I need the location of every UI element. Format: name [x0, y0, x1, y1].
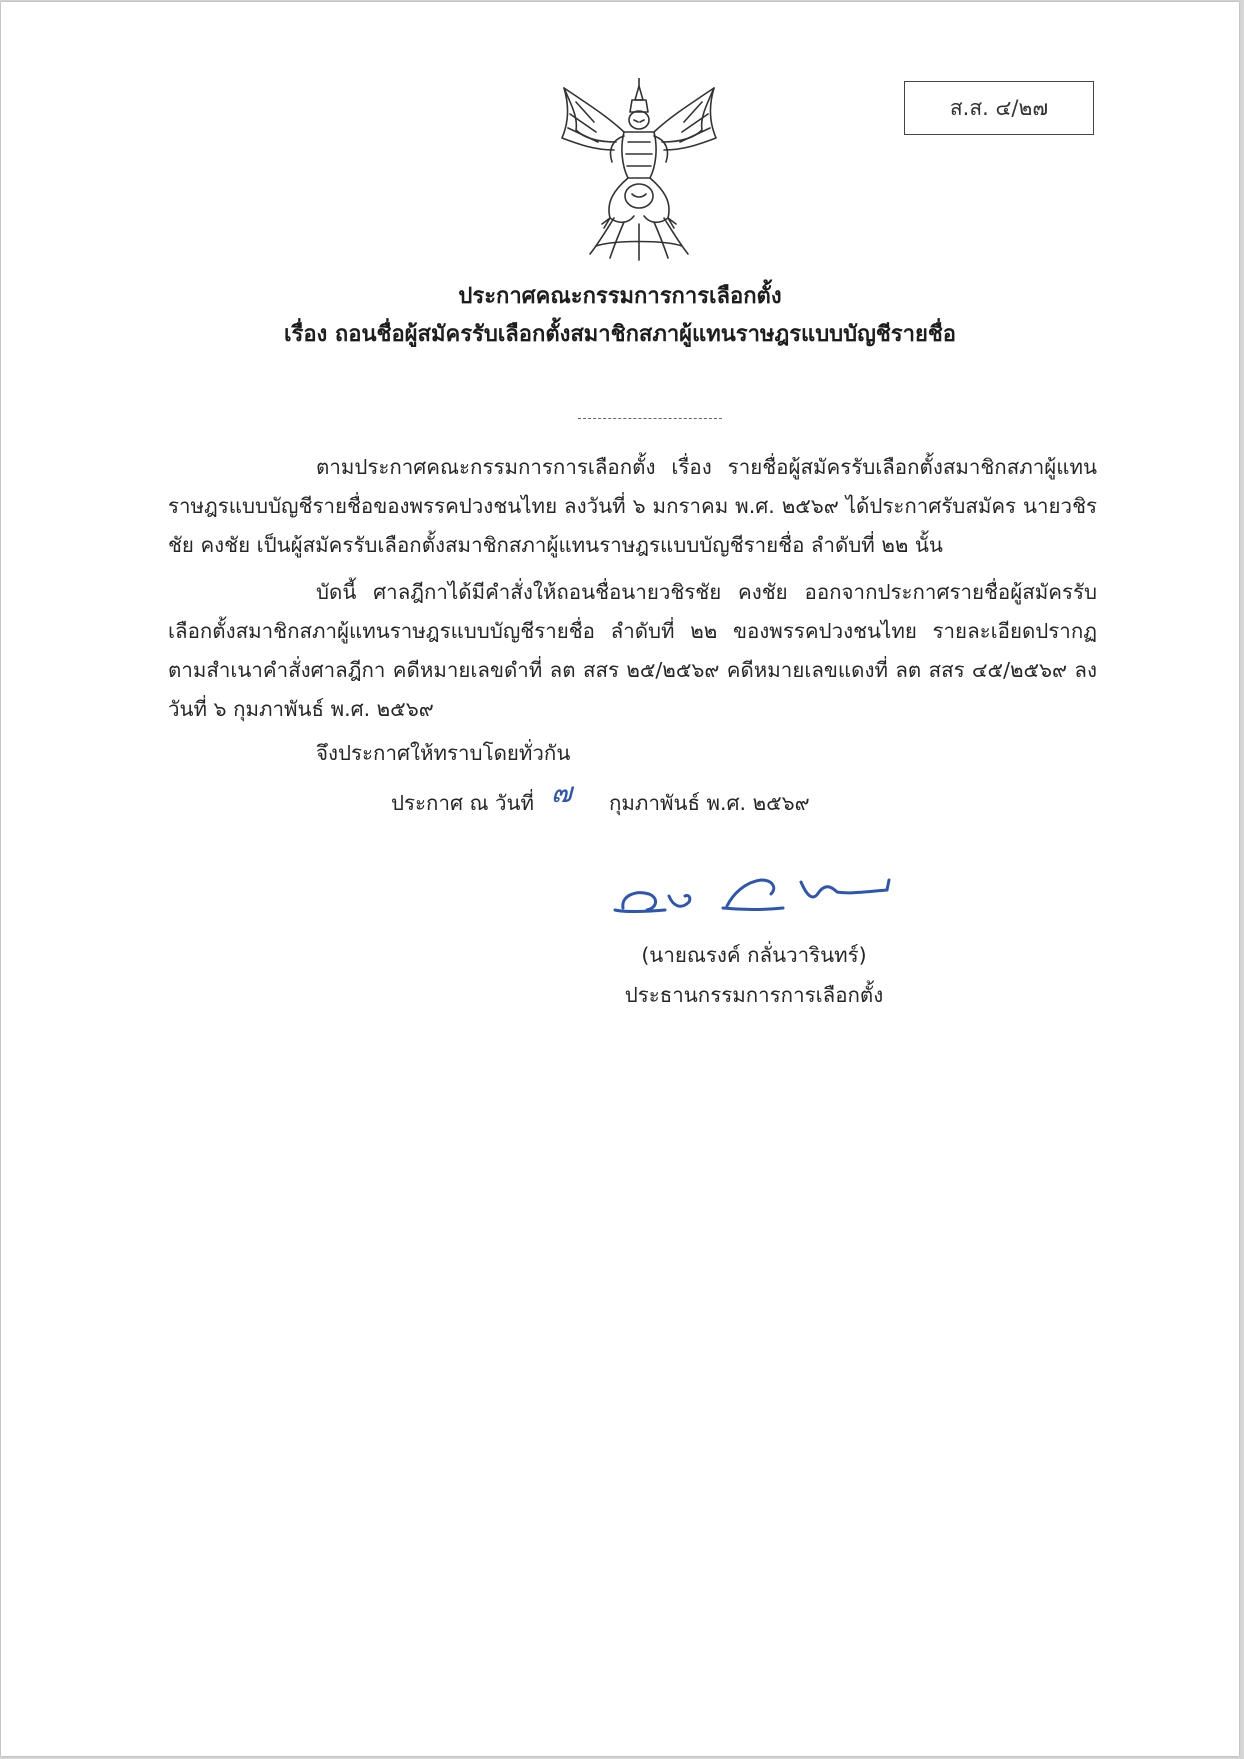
closing-statement: จึงประกาศให้ทราบโดยทั่วกัน — [316, 741, 571, 765]
signatory-name: (นายณรงค์ กลั่นวารินทร์) — [641, 943, 867, 967]
document-page — [1, 2, 1239, 1756]
announcement-subject: เรื่อง ถอนชื่อผู้สมัครรับเลือกตั้งสมาชิกสภาผู้แทนราษฎรแบบบัญชีรายชื่อ — [283, 322, 956, 347]
date-suffix: กุมภาพันธ์ พ.ศ. ๒๕๖๙ — [609, 791, 810, 815]
garuda-emblem-icon — [554, 78, 724, 262]
form-code-text: ส.ส. ๔/๒๗ — [949, 95, 1049, 120]
date-day-handwritten: ๗ — [551, 776, 573, 809]
title-separator — [578, 418, 722, 419]
body-paragraph-1: ตามประกาศคณะกรรมการการเลือกตั้ง เรื่อง รายชื่อผู้สมัครรับเลือกตั้งสมาชิกสภาผู้แทนราษฎรแบบบัญชีรายชื่อของพรรคปวงชนไทย ลงวันที่ ๖ มกราคม พ.ศ. ๒๕๖๙ ได้ประกาศรับสมัคร นายวชิรชัย คงชัย เป็นผู้สมัครรับเลือกตั้งสมาชิกสภาผู้แทนราษฎรแบบบัญชีรายชื่อ ลำดับที่ ๒๒ นั้น — [168, 455, 1097, 557]
signatory-position: ประธานกรรมการการเลือกตั้ง — [624, 983, 884, 1007]
form-code-box — [904, 81, 1094, 135]
body-paragraph-2: บัดนี้ ศาลฎีกาได้มีคำสั่งให้ถอนชื่อนายวชิรชัย คงชัย ออกจากประกาศรายชื่อผู้สมัครรับเลือกตั้งสมาชิกสภาผู้แทนราษฎรแบบบัญชีรายชื่อ ลำดับที่ ๒๒ ของพรรคปวงชนไทย รายละเอียดปรากฏตามสำเนาคำสั่งศาลฎีกา คดีหมายเลขดำที่ ลต สสร ๒๕/๒๕๖๙ คดีหมายเลขแดงที่ ลต สสร ๔๕/๒๕๖๙ ลงวันที่ ๖ กุมภาพันธ์ พ.ศ. ๒๕๖๙ — [168, 580, 1097, 721]
announcement-title: ประกาศคณะกรรมการการเลือกตั้ง — [458, 284, 782, 309]
handwritten-signature — [613, 868, 905, 918]
date-prefix: ประกาศ ณ วันที่ — [391, 791, 535, 815]
